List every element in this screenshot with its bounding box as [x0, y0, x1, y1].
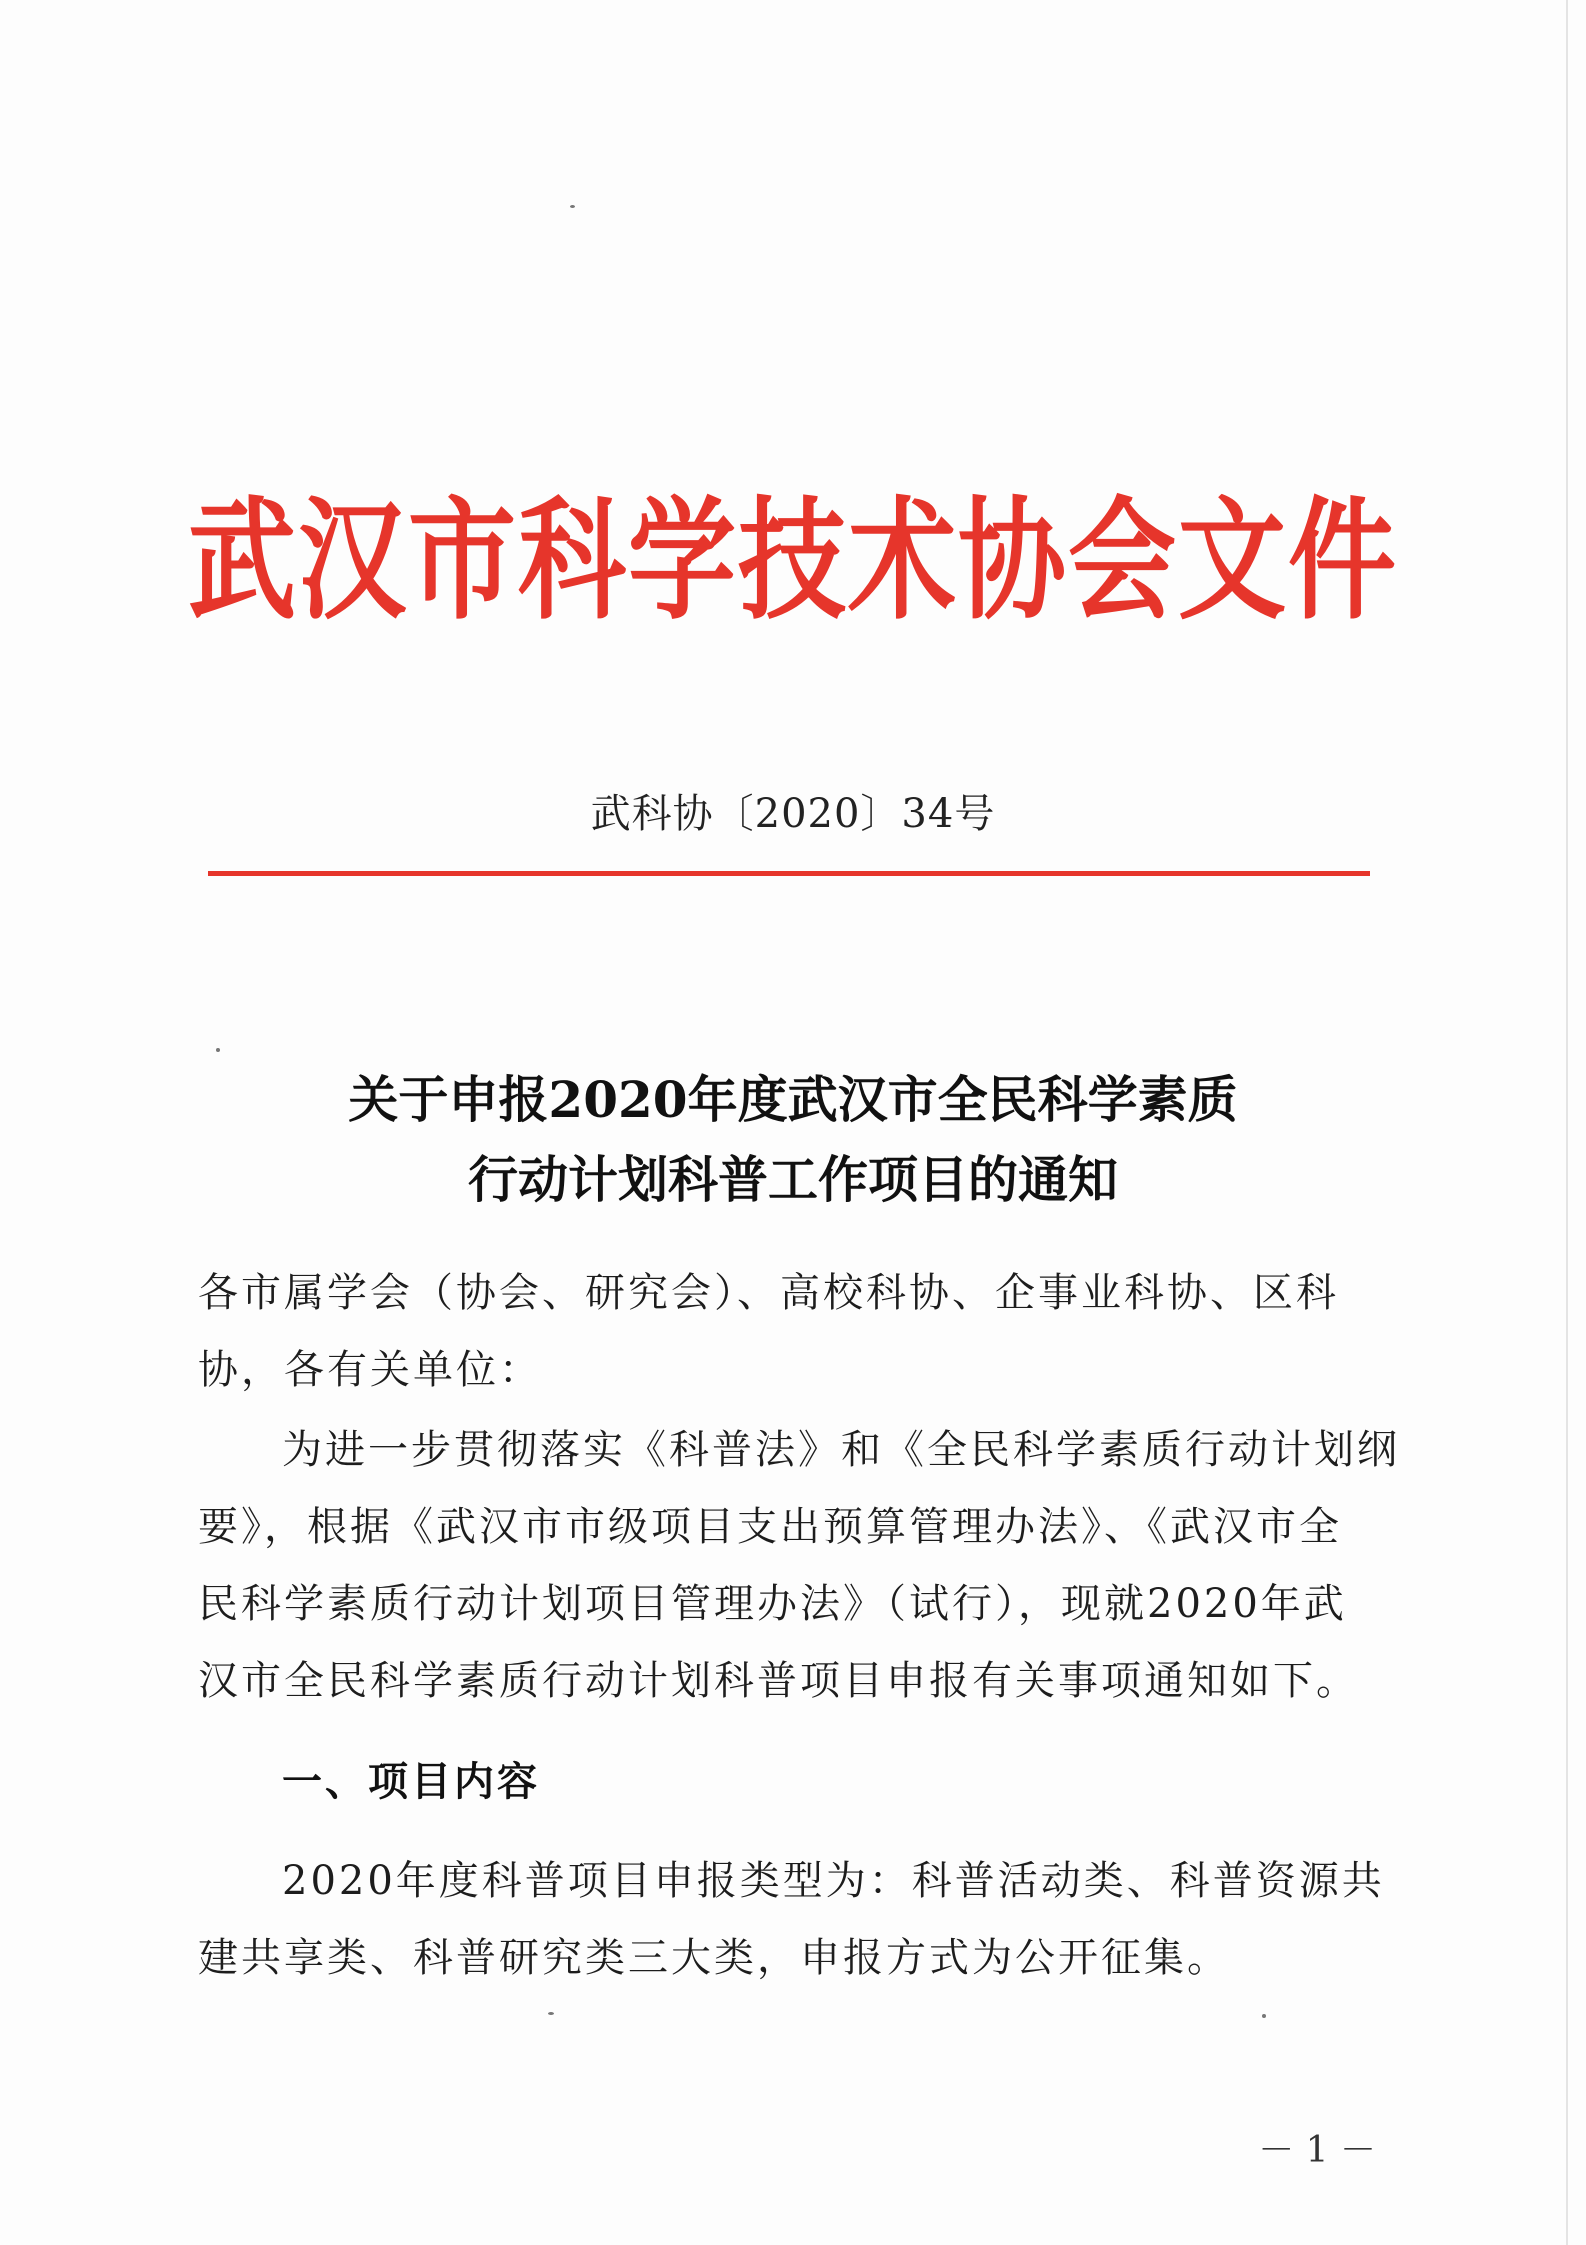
section1-line-1: 2020年度科普项目申报类型为：科普活动类、科普资源共: [282, 1858, 1385, 1904]
page-number: － 1 －: [1258, 2130, 1376, 2171]
addressee-paragraph: [198, 1255, 1370, 1409]
org-title: 武汉市科学技术协会文件: [187, 485, 1398, 638]
intro-line-4: 汉市全民科学素质行动计划科普项目申报有关事项通知如下。: [198, 1658, 1359, 1704]
scan-speck: [1262, 2014, 1266, 2018]
intro-line-3: 民科学素质行动计划项目管理办法》（试行），现就2020年武: [198, 1581, 1347, 1627]
addressee-line-2: 协，各有关单位：: [198, 1347, 542, 1393]
intro-line-2: 要》，根据《武汉市市级项目支出预算管理办法》、《武汉市全: [198, 1504, 1342, 1550]
addressee-line-1: 各市属学会（协会、研究会）、高校科协、企事业科协、区科: [198, 1270, 1339, 1316]
scan-speck: [548, 2012, 554, 2015]
notice-title: [0, 1060, 1586, 1220]
section-heading-project-content: 一、项目内容: [282, 1759, 540, 1805]
scan-speck: [570, 205, 575, 208]
section1-line-2: 建共享类、科普研究类三大类，申报方式为公开征集。: [198, 1935, 1230, 1981]
notice-title-line-2: 行动计划科普工作项目的通知: [468, 1150, 1118, 1209]
intro-paragraph: [198, 1412, 1400, 1720]
notice-title-line-1: 关于申报2020年度武汉市全民科学素质: [348, 1070, 1238, 1129]
scan-speck: [216, 1048, 220, 1052]
document-number: 武科协〔2020〕34号: [590, 791, 996, 837]
section1-paragraph: [198, 1843, 1385, 1997]
red-divider-line: [208, 871, 1370, 876]
intro-line-1: 为进一步贯彻落实《科普法》和《全民科学素质行动计划纲: [282, 1427, 1400, 1473]
